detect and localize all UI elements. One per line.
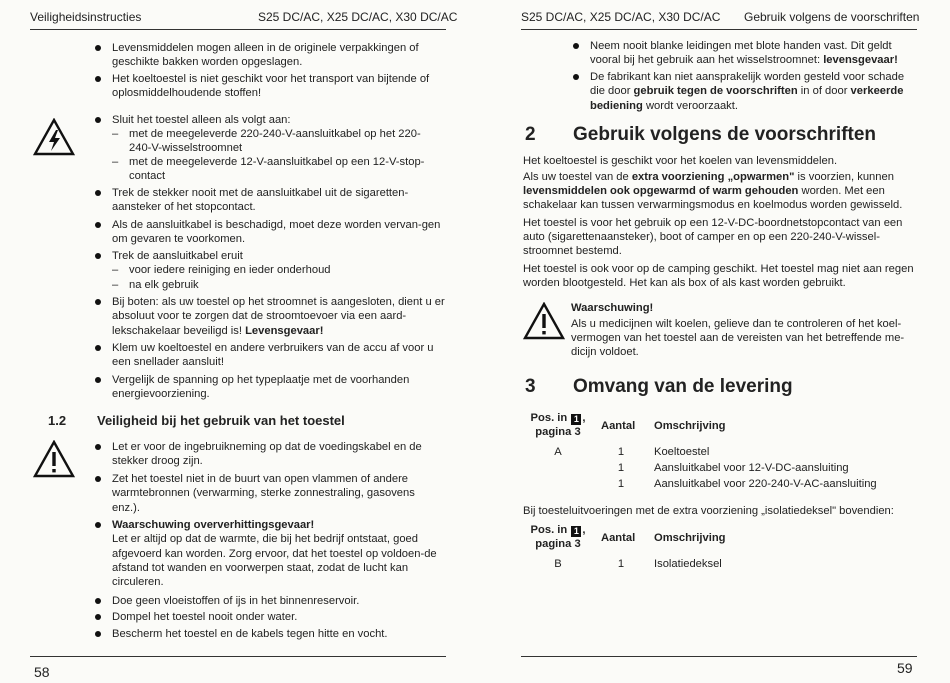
cell-count: 1 <box>617 478 625 490</box>
section-title: Gebruik volgens de voorschriften <box>573 124 877 145</box>
bullet-icon <box>95 631 101 637</box>
section-number: 1.2 <box>48 413 67 428</box>
bullet-icon <box>95 45 101 51</box>
bullet-icon <box>95 117 101 123</box>
figure-number-badge: 1 <box>571 526 581 537</box>
bullet-icon <box>95 377 101 383</box>
bullet-icon <box>95 598 101 604</box>
cell-description: Koeltoestel <box>654 446 710 458</box>
warning-text: Als u medicijnen wilt koelen, gelieve dan te controleren of het koel-vermogen van het toestel aan de vereisten van het betreffende me-dicijn voldoet. <box>571 318 905 359</box>
bullet-icon <box>95 614 101 620</box>
column-header-count: Aantal <box>601 420 636 432</box>
header-rule <box>30 29 446 30</box>
cell-description: Isolatiedeksel <box>654 558 722 570</box>
cell-position: A <box>554 446 562 458</box>
bullet-icon <box>95 299 101 305</box>
footer-rule <box>521 656 917 657</box>
bullet-icon <box>95 222 101 228</box>
warning-triangle-icon <box>523 302 565 340</box>
cell-description: Aansluitkabel voor 220-240-V-AC-aansluiting <box>654 478 877 490</box>
bullet-icon <box>573 43 579 49</box>
section-number: 3 <box>525 376 536 397</box>
running-header-model: S25 DC/AC, X25 DC/AC, X30 DC/AC <box>521 10 721 24</box>
cell-description: Aansluitkabel voor 12-V-DC-aansluiting <box>654 462 849 474</box>
section-title: Veiligheid bij het gebruik van het toestel <box>97 413 345 428</box>
cell-count: 1 <box>617 446 625 458</box>
running-header-left: Veiligheidsinstructies <box>30 10 142 24</box>
section-number: 2 <box>525 124 536 145</box>
running-header-right: Gebruik volgens de voorschriften <box>744 10 920 24</box>
bullet-icon <box>95 444 101 450</box>
bullet-icon <box>95 345 101 351</box>
header-rule <box>521 29 917 30</box>
paragraph: Het toestel is voor het gebruik op een 12-V-DC-boordnetstopcontact van een auto (sigarettenaansteker), boot of camper en op een 220-240-V-wissel-stroomnet bestemd. <box>523 217 903 258</box>
electric-hazard-icon <box>33 118 75 156</box>
footer-rule <box>30 656 446 657</box>
cell-position: B <box>554 558 562 570</box>
left-page: Veiligheidsinstructies S25 DC/AC, X25 DC/AC, X30 DC/AC Levensmiddelen mogen alleen in de originele verpakkingen of geschikte bakken worden opgeslagen. Het koeltoestel is niet geschikt voor het transport van bijtende of oplosmiddelhoudende stoffen! Sluit het toestel alleen als volgt aan: – met de meegeleverde 220-240-V-aansluitkabel op het 220-240-V-wisselstroomnet – met de meegeleverde 12-V-aansluitkabel op een 12-V-stop-contact Trek de stekker nooit met de aansluitkabel uit de sigaretten-aansteker of het stopcontact. Als de aansluitkabel is beschadigd, moet deze worden vervan-gen om gevaren te voorkomen. Trek de aansluitkabel eruit – voor iedere reiniging en ieder onderhoud – na elk gebruik Bij boten: als uw toestel op het stroomnet is aangesloten, dient u er absoluut voor te zorgen dat de stroomtoevoer via een aard-lekschakelaar beveiligd is! Levensgevaar! Klem uw koeltoestel en andere verbruikers van de accu af voor u een snellader aansluit! Vergelijk de spanning op het typeplaatje met de voorhanden energievoorziening. 1.2 Veiligheid bij het gebruik van het toestel Let er voor de ingebruikneming op dat de voedingskabel en de stekker droog zijn. Zet het toestel niet in de buurt van open vlammen of andere warmtebronnen (verwarming, sterke zonnestraling, gasovens enz.). Waarschuwing oververhittingsgevaar! Let er altijd op dat de warmte, die bij het bedrijf ontstaat, goed afgevoerd kan worden. Zorg ervoor, dat het toestel op voldoen-de afstand tot wanden en voorwerpen staat, zodat de lucht kan circuleren. Doe geen vloeistoffen of ijs in het binnenreservoir. Dompel het toestel nooit onder water. Bescherm het toestel en de kabels tegen hitte en vocht. 58 <box>30 10 458 680</box>
paragraph: Het koeltoestel is geschikt voor het koelen van levensmiddelen. <box>523 155 838 167</box>
warning-triangle-icon <box>33 440 75 478</box>
bullet-icon <box>95 76 101 82</box>
right-page: S25 DC/AC, X25 DC/AC, X30 DC/AC Gebruik volgens de voorschriften Neem nooit blanke leidingen met blote handen vast. Dit geldt vooral bij het gebruik aan het wisselstroomnet: levensgevaar! De fabrikant kan niet aansprakelijk worden gesteld voor schade die door gebruik tegen de voorschriften in of door verkeerde bediening wordt veroorzaakt. 2 Gebruik volgens de voorschriften Het koeltoestel is geschikt voor het koelen van levensmiddelen. Als uw toestel van de extra voorziening „opwarmen" is voorzien, kunnen levensmiddelen ook opgewarmd of warm gehouden worden. Met een schakelaar kan tussen verwarmingsmodus en koelmodus worden gewisseld. Het toestel is voor het gebruik op een 12-V-DC-boordnetstopcontact van een auto (sigarettenaansteker), boot of camper en op een 220-240-V-wissel-stroomnet bestemd. Het toestel is ook voor op de camping geschikt. Het toestel mag niet aan regen worden blootgesteld. Het kan als box of als kast worden gebruikt. Waarschuwing! Als u medicijnen wilt koelen, gelieve dan te controleren of het koel-vermogen van het toestel aan de vereisten van het betreffende me-dicijn voldoet. 3 Omvang van de levering Pos. in 1 , pagina 3 Aantal Omschrijving A 1 Koeltoestel 1 Aansluitkabel voor 12-V-DC-aansluiting 1 Aansluitkabel voor 220-240-V-AC-aansluiting Bij toesteluitvoeringen met de extra voorziening „isolatiedeksel" bovendien: Pos. in 1 , pagina 3 Aantal Omschrijving B 1 Isolatiedeksel 59 <box>475 0 950 683</box>
bullet-icon <box>95 253 101 259</box>
column-header-description: Omschrijving <box>654 420 726 432</box>
cell-count: 1 <box>617 462 625 474</box>
warning-title: Waarschuwing! <box>571 302 654 314</box>
page-number: 58 <box>34 664 50 680</box>
page-number: 59 <box>897 660 913 676</box>
column-header-description: Omschrijving <box>654 532 726 544</box>
column-header-position: Pos. in 1 , pagina 3 <box>530 524 586 550</box>
bullet-icon <box>95 476 101 482</box>
paragraph: Bij toesteluitvoeringen met de extra voorziening „isolatiedeksel" bovendien: <box>523 505 894 517</box>
paragraph: Als uw toestel van de extra voorziening „opwarmen" is voorzien, kunnen levensmiddelen ook opgewarmd of warm gehouden worden. Met een schakelaar kan tussen verwarmingsmodus en koelmodus worden gewisseld. <box>523 171 903 212</box>
column-header-count: Aantal <box>601 532 636 544</box>
cell-count: 1 <box>617 558 625 570</box>
running-header-model: S25 DC/AC, X25 DC/AC, X30 DC/AC <box>258 10 458 24</box>
figure-number-badge: 1 <box>571 414 581 425</box>
section-title: Omvang van de levering <box>573 376 793 397</box>
column-header-position: Pos. in 1 , pagina 3 <box>530 412 586 438</box>
bullet-icon <box>573 74 579 80</box>
bullet-icon <box>95 522 101 528</box>
paragraph: Het toestel is ook voor op de camping geschikt. Het toestel mag niet aan regen worden blootgesteld. Het kan als box of als kast worden gebruikt. <box>523 263 914 290</box>
bullet-icon <box>95 190 101 196</box>
